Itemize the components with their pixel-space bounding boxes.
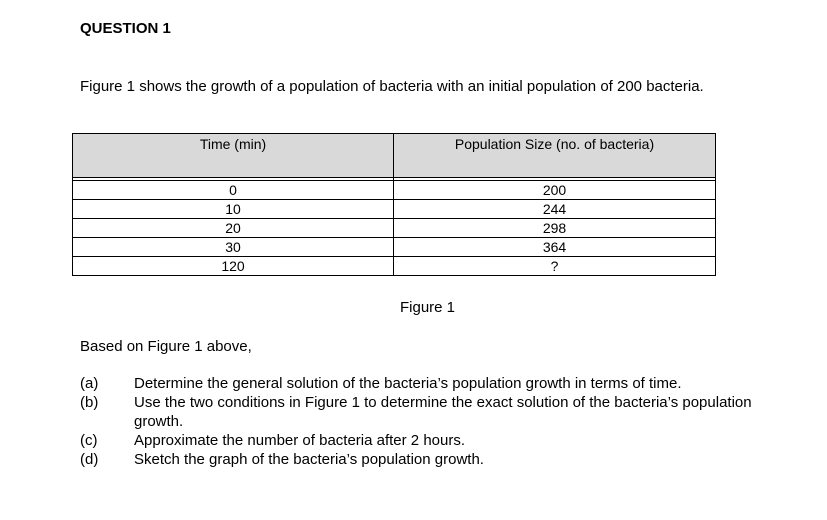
table-row — [73, 238, 716, 257]
question-text: Approximate the number of bacteria after 2 hours. — [134, 432, 466, 449]
cell-population: ? — [394, 257, 716, 276]
header-population: Population Size (no. of bacteria) — [394, 134, 716, 178]
table-row — [73, 200, 716, 219]
question-item — [80, 374, 760, 393]
question-item — [80, 393, 760, 431]
cell-population: 200 — [394, 181, 716, 200]
cell-population: 244 — [394, 200, 716, 219]
cell-population: 364 — [394, 238, 716, 257]
cell-time: 30 — [73, 238, 394, 257]
table-header-row — [73, 134, 716, 178]
question-text: Use the two conditions in Figure 1 to determine the exact solution of the bacteria’s population growth. — [134, 394, 752, 430]
question-text: Determine the general solution of the bacteria’s population growth in terms of time. — [134, 375, 682, 392]
cell-time: 120 — [73, 257, 394, 276]
question-heading: QUESTION 1 — [80, 20, 171, 37]
question-list — [80, 374, 760, 469]
question-item — [80, 450, 760, 469]
table-row — [73, 181, 716, 200]
question-label: (a) — [80, 375, 99, 392]
table-row — [73, 257, 716, 276]
based-on-text: Based on Figure 1 above, — [80, 338, 252, 355]
question-item — [80, 431, 760, 450]
question-label: (b) — [80, 394, 99, 411]
question-text: Sketch the graph of the bacteria’s population growth. — [134, 451, 484, 468]
header-time: Time (min) — [73, 134, 394, 178]
intro-paragraph: Figure 1 shows the growth of a population of bacteria with an initial population of 200 bacteria. — [80, 78, 704, 95]
figure-caption: Figure 1 — [400, 299, 456, 316]
cell-time: 10 — [73, 200, 394, 219]
cell-population: 298 — [394, 219, 716, 238]
question-label: (d) — [80, 451, 99, 468]
cell-time: 20 — [73, 219, 394, 238]
table-row — [73, 219, 716, 238]
question-label: (c) — [80, 432, 98, 449]
cell-time: 0 — [73, 181, 394, 200]
data-table — [72, 133, 716, 276]
